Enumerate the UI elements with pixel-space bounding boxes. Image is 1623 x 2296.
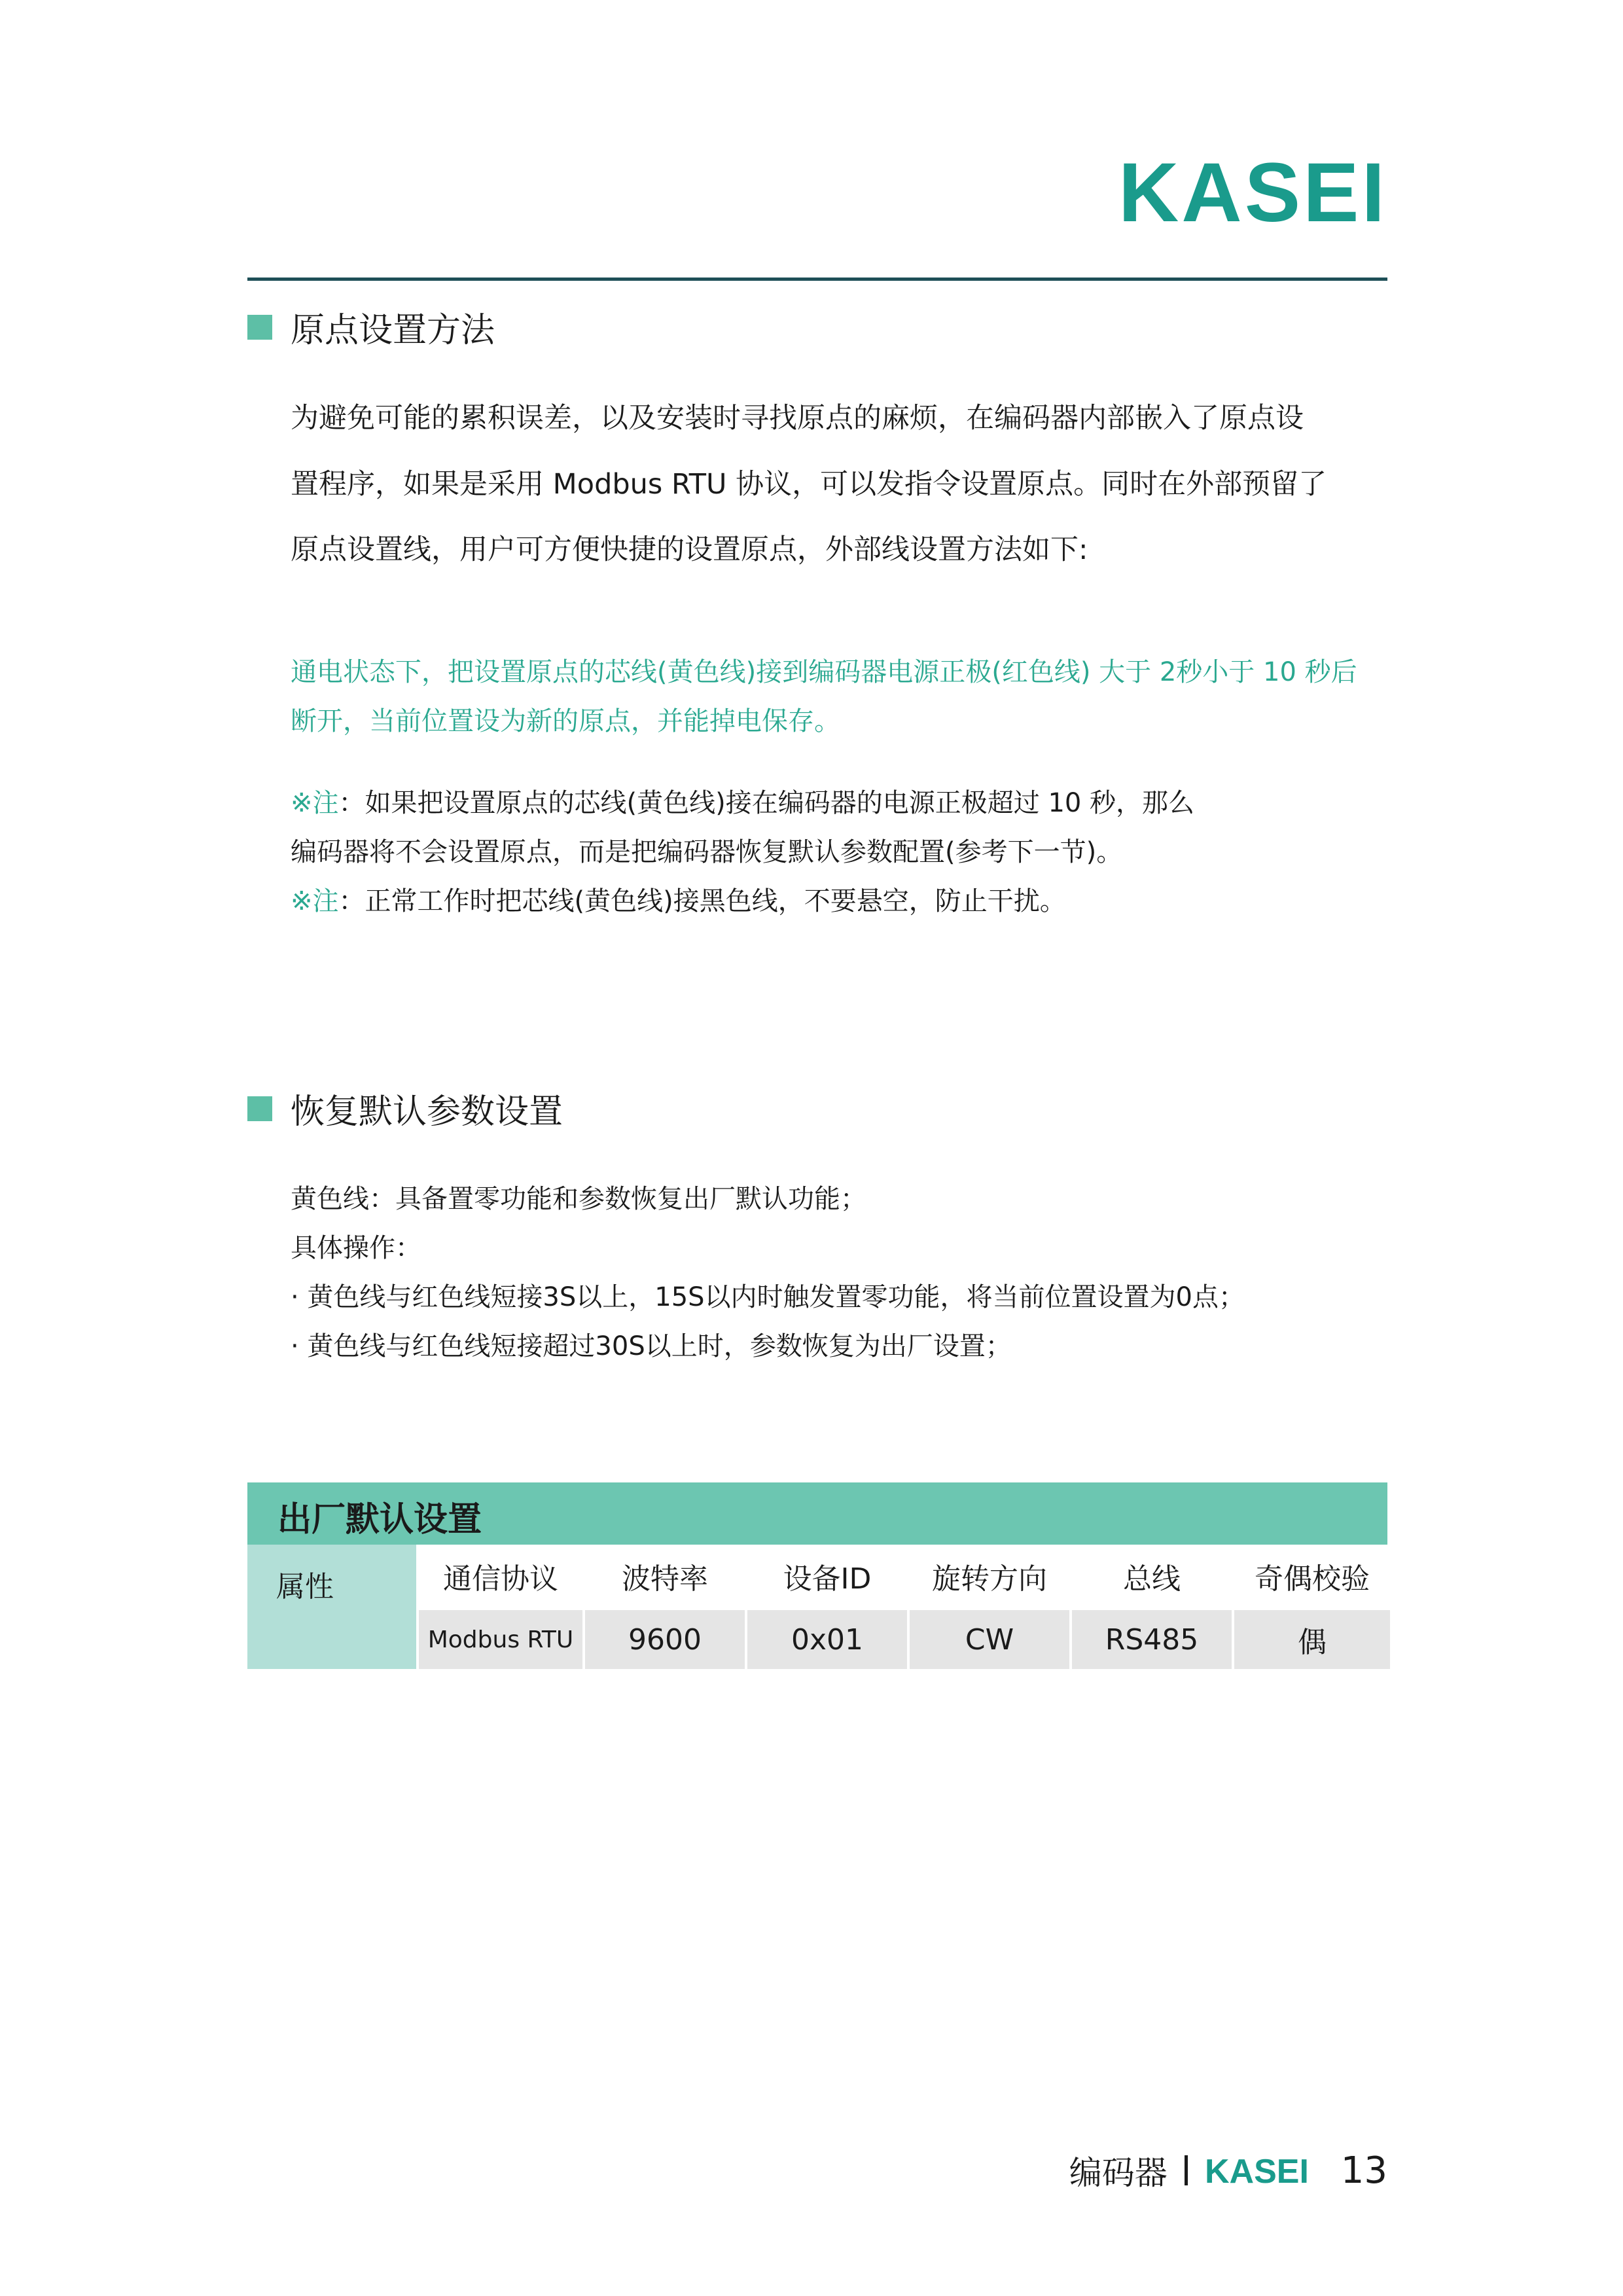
page-footer [1069, 2147, 1387, 2194]
value-cell: CW [910, 1610, 1069, 1669]
body-line: 原点设置线，用户可方便快捷的设置原点，外部线设置方法如下: [291, 533, 1088, 566]
note-text: ：正常工作时把芯线(黄色线)接黑色线，不要悬空，防止干扰。 [338, 886, 1066, 916]
highlight-line: 通电状态下，把设置原点的芯线(黄色线)接到编码器电源正极(红色线) 大于 2秒小于 10 秒后 [291, 657, 1357, 687]
section-heading-reset [247, 1084, 563, 1133]
note-line [291, 782, 1194, 819]
value-cell: 0x01 [747, 1610, 907, 1669]
header-cell: 奇偶校验 [1234, 1545, 1390, 1607]
section-title: 恢复默认参数设置 [291, 1092, 563, 1132]
header-cell: 波特率 [585, 1545, 745, 1607]
footer-logo [1205, 2155, 1327, 2185]
square-bullet-icon [247, 315, 272, 340]
value-cell: 偶 [1234, 1610, 1390, 1669]
body-line: 置程序，如果是采用 Modbus RTU 协议，可以发指令设置原点。同时在外部预留了 [291, 468, 1327, 501]
footer-label: 编码器 [1069, 2154, 1168, 2192]
value-cell: RS485 [1072, 1610, 1232, 1669]
row-label-cell: 属性 [247, 1545, 416, 1669]
body-line: 黄色线：具备置零功能和参数恢复出厂默认功能； [291, 1184, 866, 1214]
value-cell: Modbus RTU [419, 1610, 582, 1669]
note-text: ：如果把设置原点的芯线(黄色线)接在编码器的电源正极超过 10 秒，那么 [338, 788, 1195, 818]
header-cell: 总线 [1072, 1545, 1232, 1607]
header-rule [247, 278, 1387, 281]
header-cell: 设备ID [747, 1545, 907, 1607]
kasei-logo [1113, 144, 1387, 236]
footer-divider [1185, 2155, 1188, 2185]
body-line: · 黄色线与红色线短接3S以上，15S以内时触发置零功能，将当前位置设置为0点； [291, 1282, 1245, 1312]
body-line: 具体操作： [291, 1233, 421, 1263]
highlight-line: 断开，当前位置设为新的原点，并能掉电保存。 [291, 706, 840, 736]
note-mark: ※注 [291, 886, 339, 916]
svg-text:KASEI: KASEI [1204, 2155, 1309, 2185]
note-line [291, 880, 1066, 918]
header-cell: 旋转方向 [910, 1545, 1069, 1607]
header-cell: 通信协议 [419, 1545, 582, 1607]
body-line: · 黄色线与红色线短接超过30S以上时，参数恢复为出厂设置； [291, 1331, 1012, 1361]
factory-settings-table [247, 1545, 1387, 1669]
section-heading-origin [247, 302, 495, 351]
svg-text:KASEI: KASEI [1118, 146, 1387, 236]
section-title: 原点设置方法 [291, 311, 495, 350]
body-line: 为避免可能的累积误差，以及安装时寻找原点的麻烦，在编码器内部嵌入了原点设 [291, 402, 1304, 435]
square-bullet-icon [247, 1096, 272, 1121]
value-cell: 9600 [585, 1610, 745, 1669]
table-title-bar [247, 1482, 1387, 1545]
page-number: 13 [1340, 2149, 1387, 2192]
note-line: 编码器将不会设置原点，而是把编码器恢复默认参数配置(参考下一节)。 [291, 837, 1123, 867]
table-title: 出厂默认设置 [277, 1500, 482, 1539]
note-mark: ※注 [291, 788, 339, 818]
